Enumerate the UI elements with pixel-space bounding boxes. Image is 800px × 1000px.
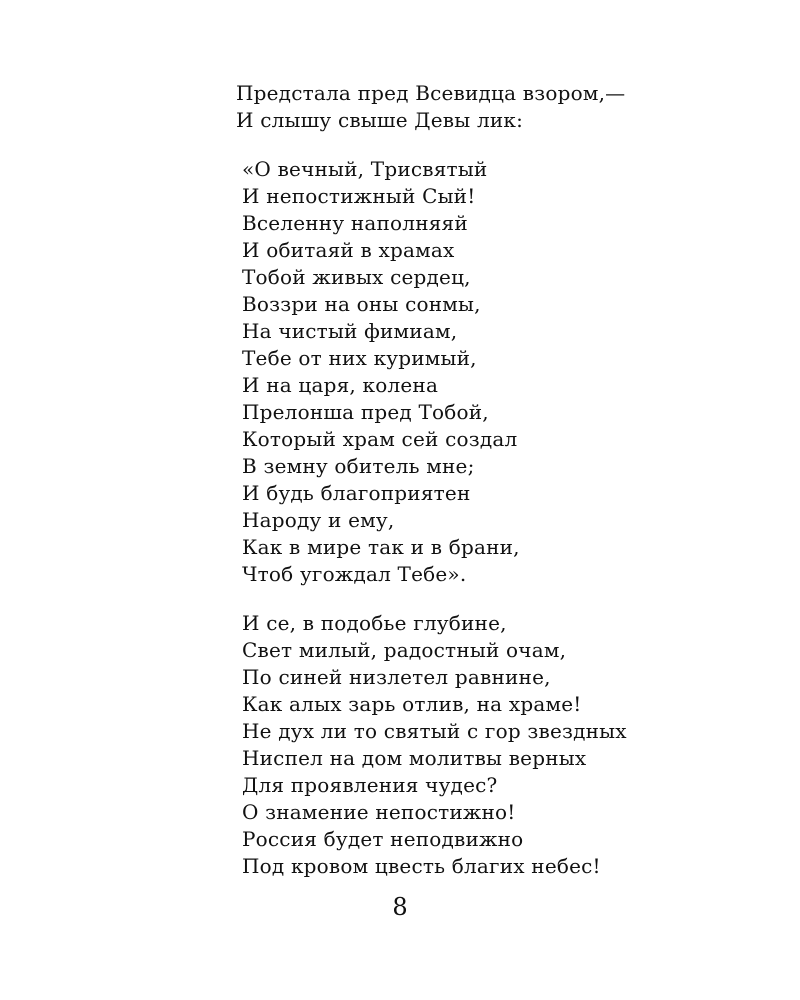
- stanza-break: [236, 134, 756, 156]
- poem-line: И на царя, колена: [242, 373, 439, 397]
- poem-line: Ниспел на дом молитвы верных: [242, 746, 587, 770]
- poem-line: По синей низлетел равнине,: [242, 665, 551, 689]
- poem-line: И будь благоприятен: [242, 481, 471, 505]
- poem-line: «О вечный, Трисвятый: [242, 157, 488, 181]
- stanza-2: [236, 156, 756, 588]
- poem-line: Предстала пред Всевидца взором,—: [236, 81, 626, 105]
- poem-line: Тобой живых сердец,: [242, 265, 471, 289]
- poem-line: Прелонша пред Тобой,: [242, 400, 489, 424]
- poem-line: Как алых зарь отлив, на храме!: [242, 692, 582, 716]
- poem-line: Который храм сей создал: [242, 427, 518, 451]
- poem-text: [236, 80, 756, 880]
- poem-line: О знамение непостижно!: [242, 800, 516, 824]
- poem-line: На чистый фимиам,: [242, 319, 458, 343]
- poem-line: И обитаяй в храмах: [242, 238, 455, 262]
- poem-line: Тебе от них куримый,: [242, 346, 477, 370]
- poem-line: Вселенну наполняяй: [242, 211, 468, 235]
- page-number: 8: [392, 893, 408, 921]
- poem-line: Народу и ему,: [242, 508, 395, 532]
- poem-line: Под кровом цвесть благих небес!: [242, 854, 601, 878]
- poem-line: Чтоб угождал Тебе».: [242, 562, 467, 586]
- stanza-break: [236, 588, 756, 610]
- poem-line: И слышу свыше Девы лик:: [236, 108, 524, 132]
- poem-line: Не дух ли то святый с гор звездных: [242, 719, 627, 743]
- stanza-1: [236, 80, 756, 134]
- poem-line: Для проявления чудес?: [242, 773, 498, 797]
- poem-line: В земну обитель мне;: [242, 454, 475, 478]
- poem-line: И непостижный Сый!: [242, 184, 476, 208]
- stanza-3: [236, 610, 756, 880]
- poem-line: Свет милый, радостный очам,: [242, 638, 567, 662]
- poem-line: И се, в подобье глубине,: [242, 611, 507, 635]
- poem-line: Как в мире так и в брани,: [242, 535, 520, 559]
- poem-line: Воззри на оны сонмы,: [242, 292, 481, 316]
- poem-line: Россия будет неподвижно: [242, 827, 524, 851]
